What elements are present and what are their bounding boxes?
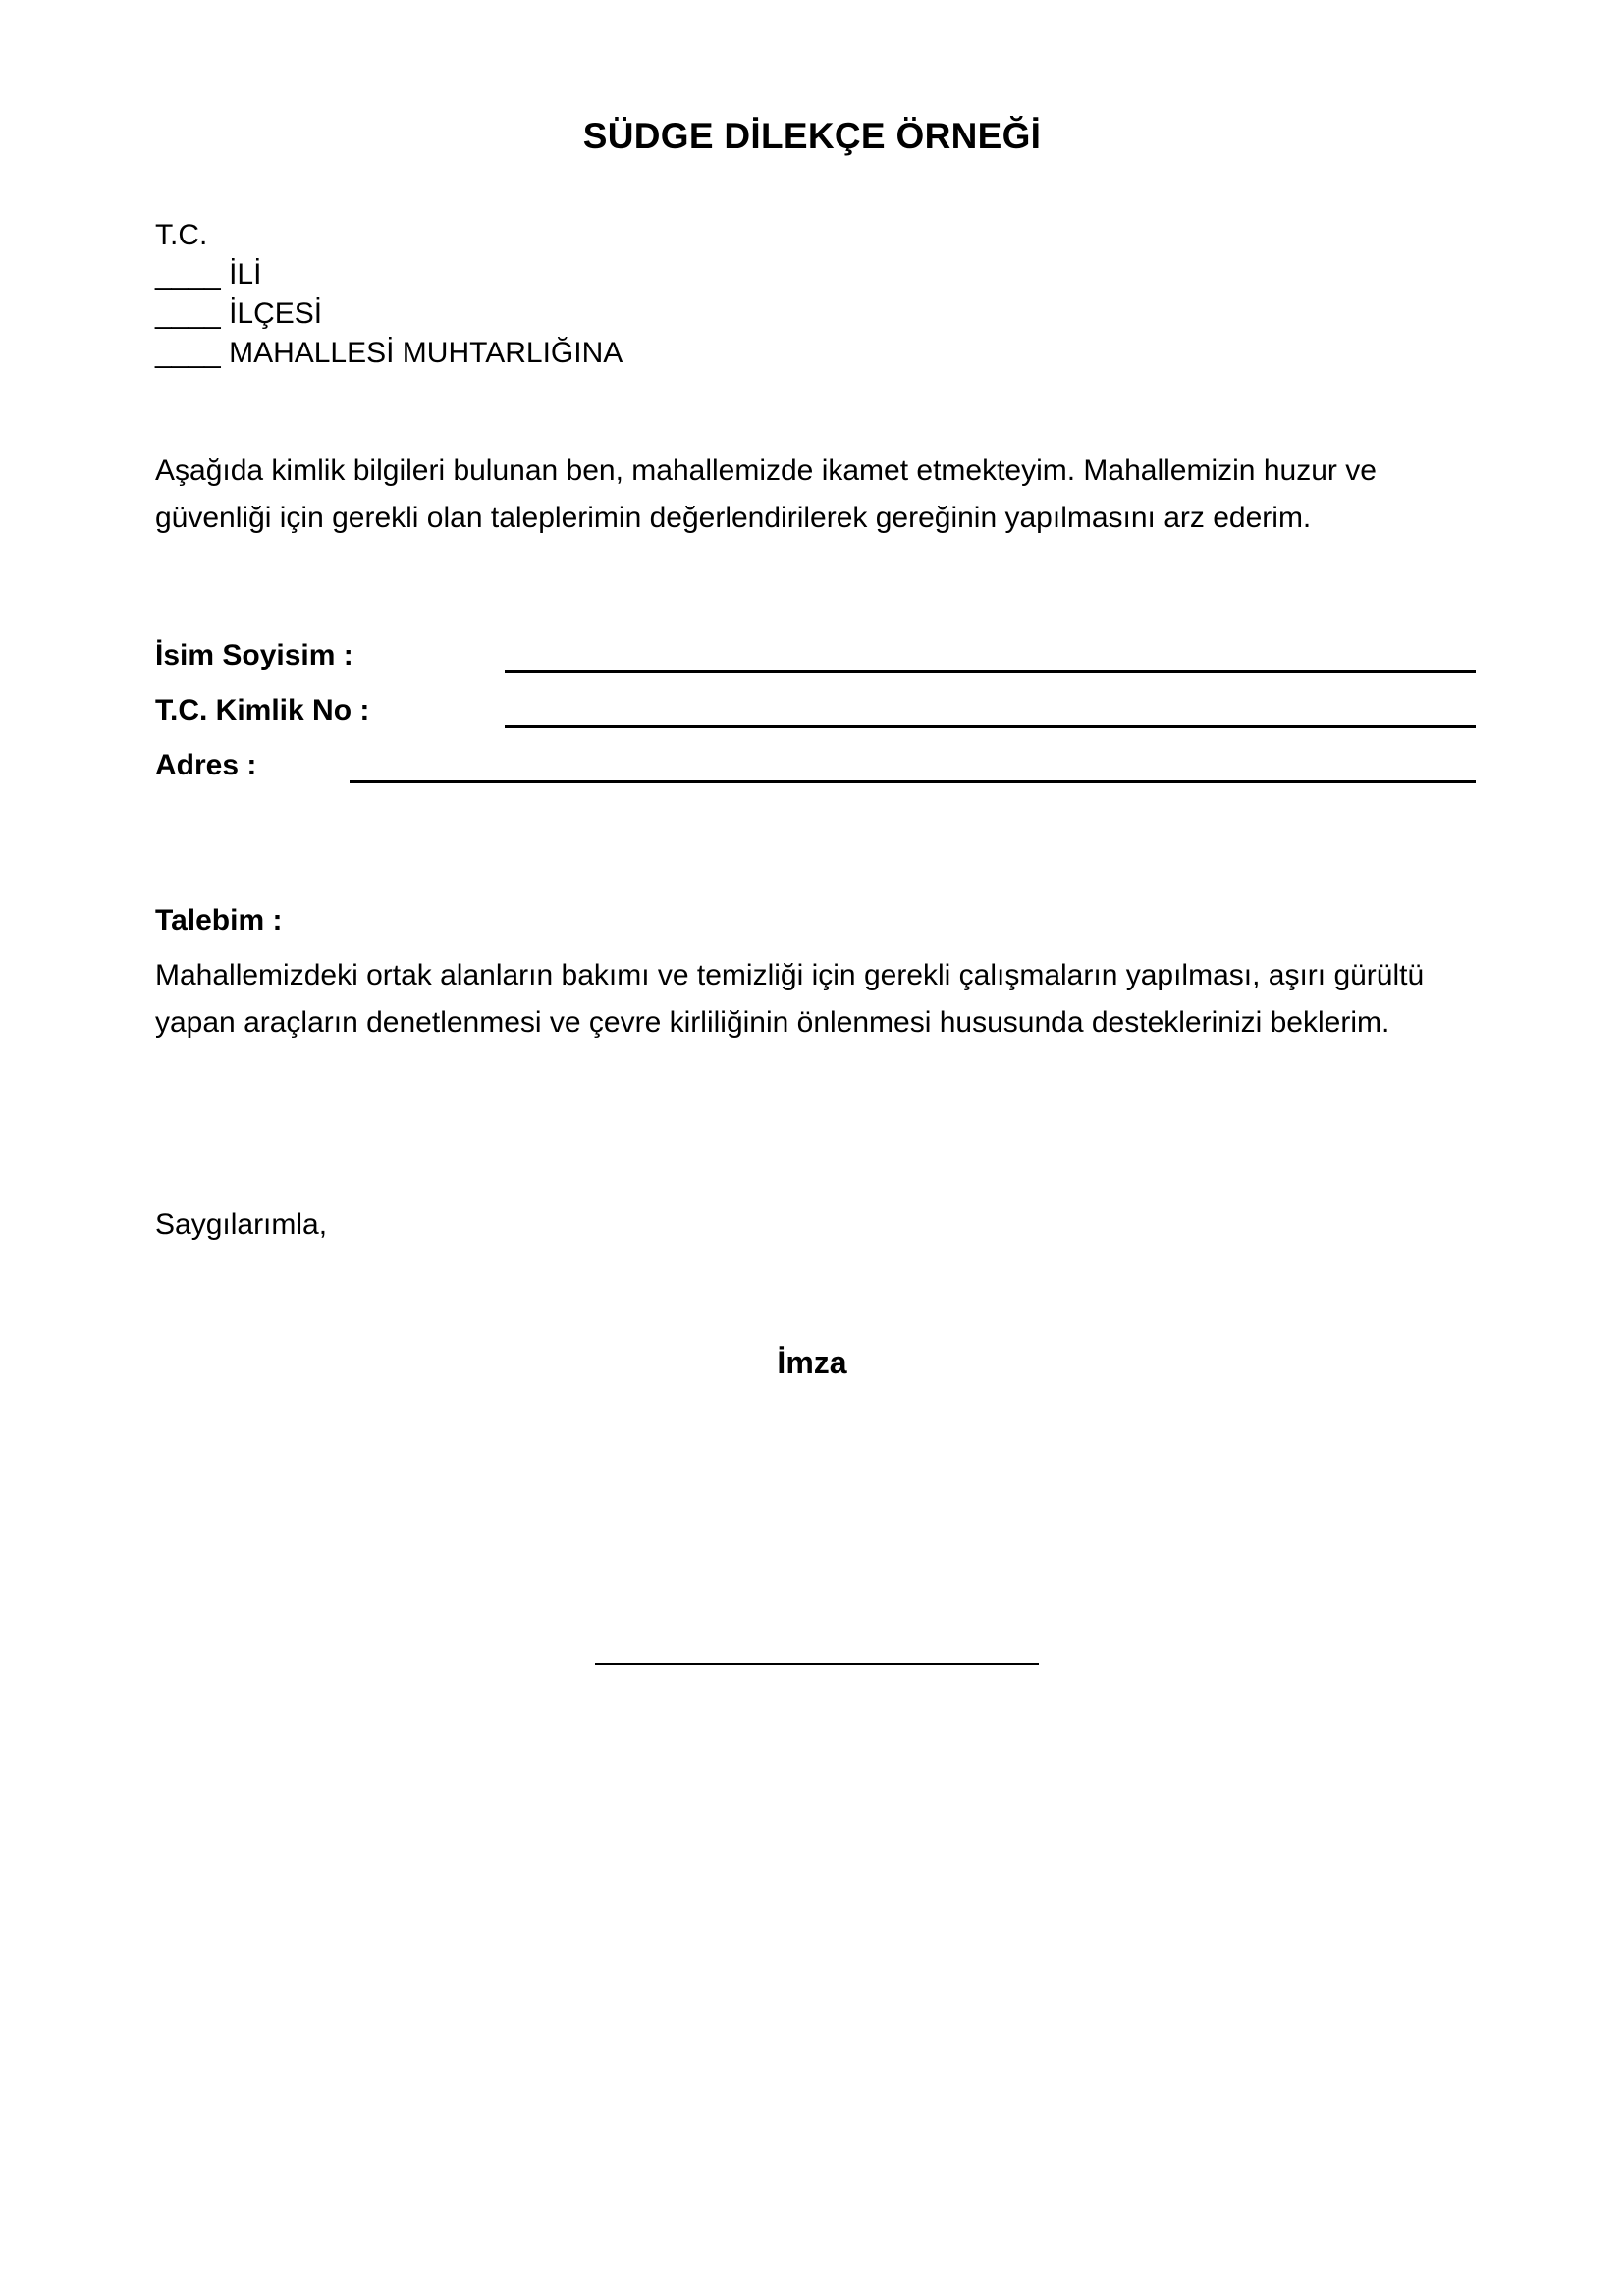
name-field-row: [155, 636, 1476, 675]
closing-text: Saygılarımla,: [155, 1208, 328, 1241]
name-field-blank-line: [505, 670, 1476, 673]
address-line-district: ____ İLÇESİ: [155, 297, 323, 330]
document-title: SÜDGE DİLEKÇE ÖRNEĞİ: [582, 116, 1042, 156]
name-field-label: İsim Soyisim :: [155, 639, 353, 671]
recipient-address-block: [155, 216, 623, 373]
address-field-blank-line: [350, 780, 1476, 783]
signature-blank-line: [595, 1663, 1039, 1665]
request-paragraph: Mahallemizdeki ortak alanların bakımı ve temizliği için gerekli çalışmaların yapılması, aşırı gürültü yapan araçların denetlenmesi ve çevre kirliliğinin önlenmesi hususunda desteklerinizi beklerim.: [155, 959, 1425, 1039]
address-field-label: Adres :: [155, 749, 257, 781]
tc-id-field-label: T.C. Kimlik No :: [155, 694, 370, 726]
tc-id-field-row: [155, 691, 1476, 730]
address-field-row: [155, 746, 1476, 785]
signature-label: İmza: [777, 1345, 847, 1380]
request-label: Talebim :: [155, 904, 283, 936]
address-line-province: ____ İLİ: [155, 258, 262, 291]
intro-paragraph: Aşağıda kimlik bilgileri bulunan ben, mahallemizde ikamet etmekteyim. Mahallemizin huzur ve güvenliği için gerekli olan taleplerimin değerlendirilerek gereğinin yapılmasını arz ederim.: [155, 454, 1377, 534]
tc-id-field-blank-line: [505, 725, 1476, 728]
address-line-neighborhood: ____ MAHALLESİ MUHTARLIĞINA: [155, 337, 623, 369]
address-line-tc: T.C.: [155, 219, 208, 251]
